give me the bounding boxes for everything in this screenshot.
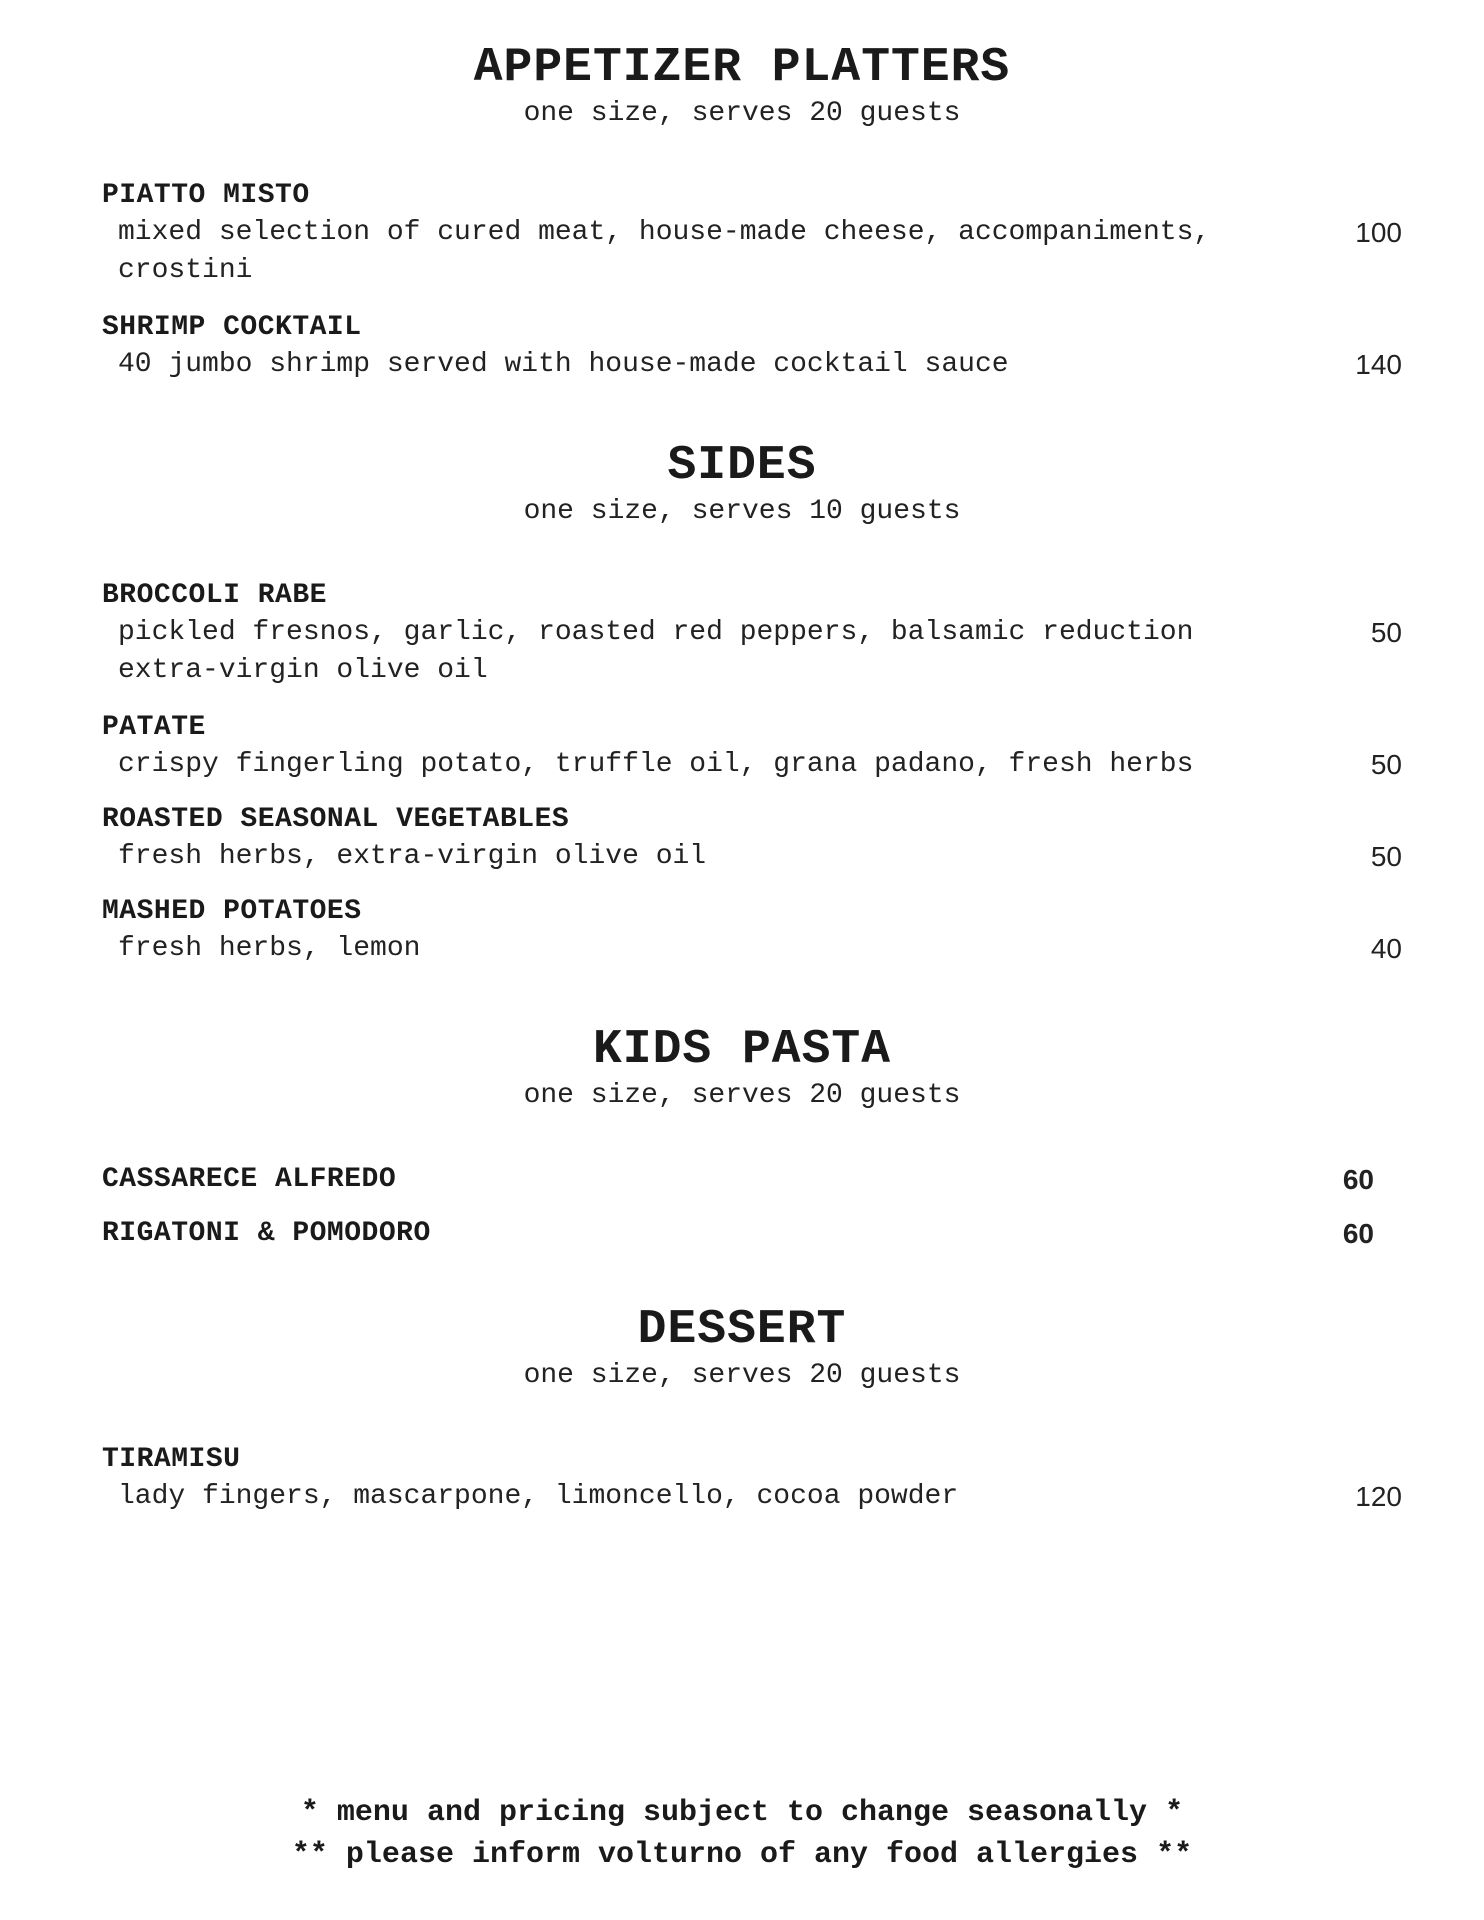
- section-title-sides: SIDES: [667, 439, 817, 493]
- item-description: fresh herbs, extra-virgin olive oil: [118, 841, 707, 872]
- item-price: 50: [1370, 617, 1402, 648]
- item-description: fresh herbs, lemon: [118, 933, 421, 964]
- menu-item-roasted-seasonal-vegetables: [102, 802, 1402, 876]
- item-name: SHRIMP COCKTAIL: [102, 312, 362, 343]
- menu-item-mashed-potatoes: [102, 894, 1402, 968]
- menu-item-piatto-misto: [102, 178, 1402, 290]
- item-name: BROCCOLI RABE: [102, 580, 327, 611]
- footer-seasonal-note: * menu and pricing subject to change seasonally *: [300, 1796, 1184, 1830]
- item-price: 60: [1342, 1218, 1374, 1249]
- item-name: MASHED POTATOES: [102, 896, 362, 927]
- footer-allergy-note: ** please inform volturno of any food allergies **: [291, 1838, 1193, 1872]
- section-title-dessert: DESSERT: [637, 1303, 847, 1357]
- section-subtitle-dessert: one size, serves 20 guests: [523, 1360, 961, 1391]
- section-title-appetizers: APPETIZER PLATTERS: [473, 41, 1011, 95]
- item-description: mixed selection of cured meat, house-made cheese, accompaniments, crostini: [118, 217, 1211, 286]
- section-subtitle-appetizers: one size, serves 20 guests: [523, 98, 961, 129]
- menu-item-broccoli-rabe: [102, 578, 1402, 690]
- item-price: 40: [1370, 933, 1402, 964]
- item-name: ROASTED SEASONAL VEGETABLES: [102, 804, 570, 835]
- menu-item-shrimp-cocktail: [102, 310, 1402, 384]
- section-appetizers-header: [0, 40, 1484, 132]
- item-price: 50: [1370, 749, 1402, 780]
- footer-notes: [0, 1792, 1484, 1876]
- item-name: PIATTO MISTO: [102, 180, 310, 211]
- item-description: lady fingers, mascarpone, limoncello, cocoa powder: [118, 1481, 959, 1512]
- section-title-kids-pasta: KIDS PASTA: [592, 1023, 892, 1077]
- item-description: crispy fingerling potato, truffle oil, grana padano, fresh herbs: [118, 749, 1194, 780]
- item-price: 140: [1355, 349, 1402, 380]
- item-name: TIRAMISU: [102, 1444, 241, 1475]
- item-name: RIGATONI & POMODORO: [102, 1218, 431, 1249]
- menu-item-cassarece-alfredo: [102, 1162, 1374, 1202]
- section-subtitle-sides: one size, serves 10 guests: [523, 496, 961, 527]
- section-dessert-header: [0, 1302, 1484, 1394]
- item-name: PATATE: [102, 712, 206, 743]
- item-price: 100: [1355, 217, 1402, 248]
- item-description: 40 jumbo shrimp served with house-made cocktail sauce: [118, 349, 1009, 380]
- item-price: 50: [1370, 841, 1402, 872]
- item-price: 120: [1355, 1481, 1402, 1512]
- menu-item-patate: [102, 710, 1402, 784]
- item-description: pickled fresnos, garlic, roasted red peppers, balsamic reduction extra-virgin olive oil: [118, 617, 1194, 686]
- section-sides-header: [0, 438, 1484, 530]
- menu-item-tiramisu: [102, 1442, 1402, 1516]
- section-kids-pasta-header: [0, 1022, 1484, 1114]
- section-subtitle-kids-pasta: one size, serves 20 guests: [523, 1080, 961, 1111]
- item-name: CASSARECE ALFREDO: [102, 1164, 397, 1195]
- item-price: 60: [1342, 1164, 1374, 1195]
- menu-item-rigatoni-pomodoro: [102, 1216, 1374, 1256]
